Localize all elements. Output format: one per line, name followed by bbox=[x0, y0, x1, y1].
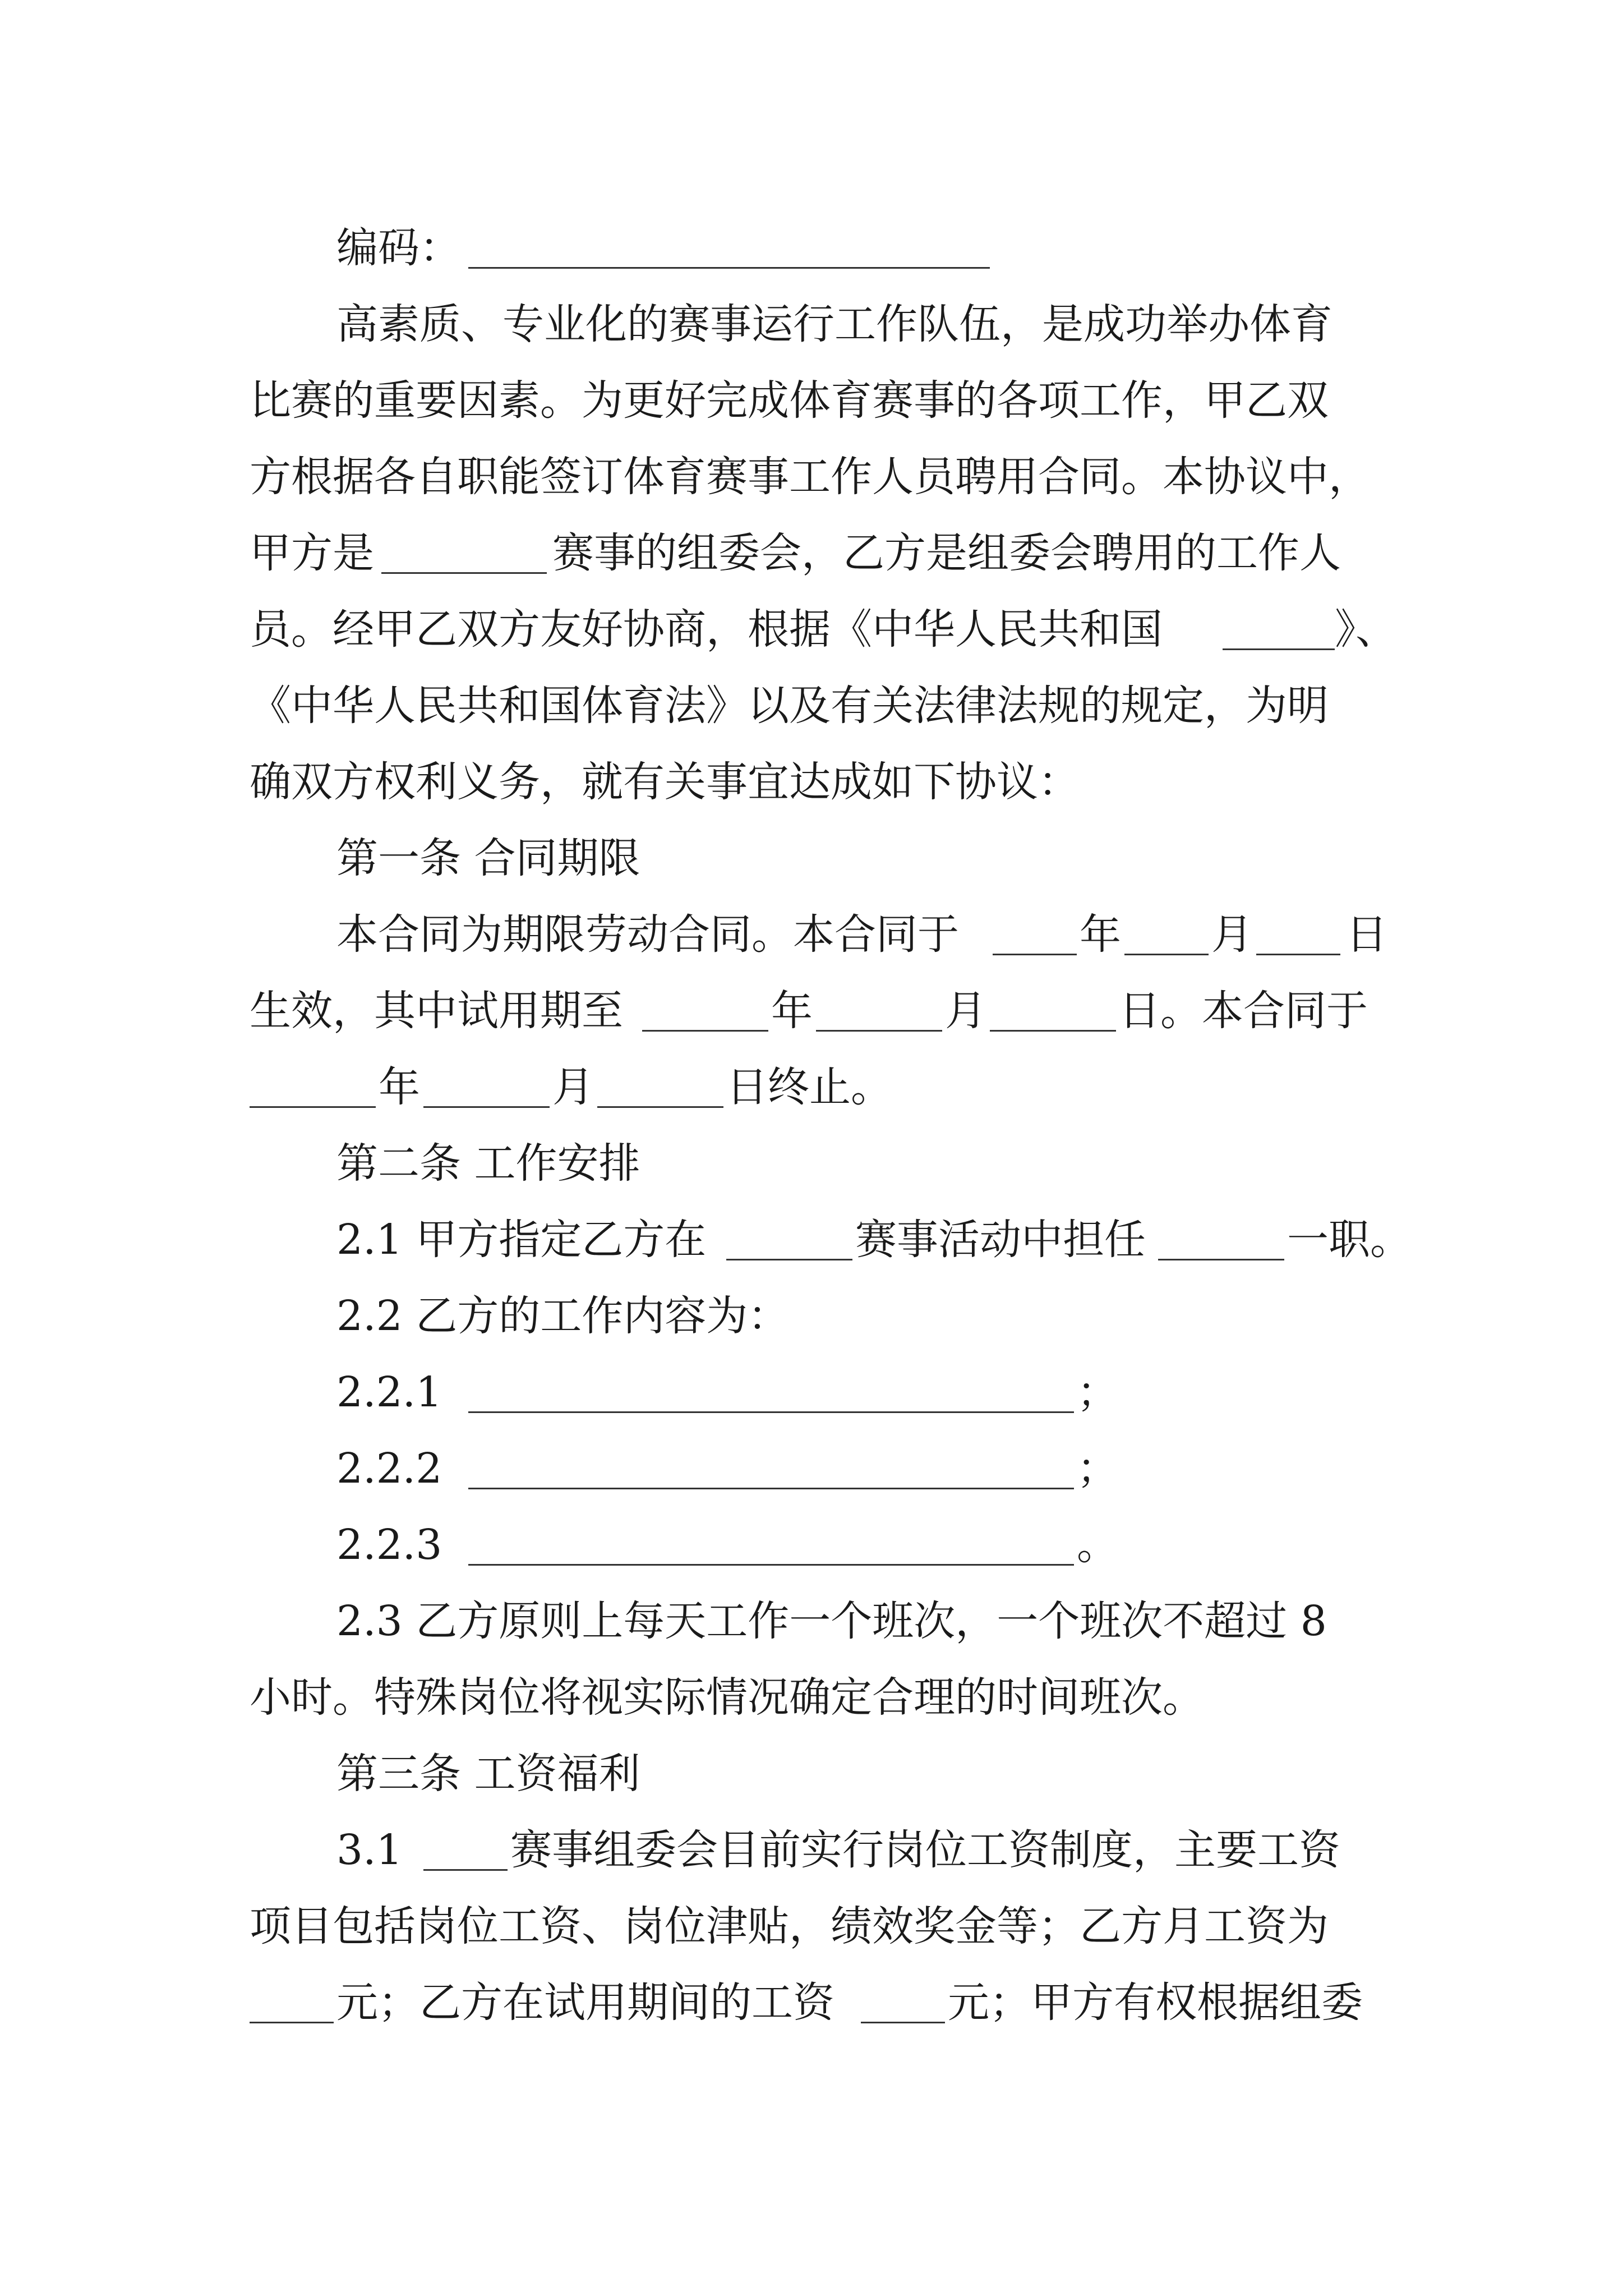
probation-month-blank bbox=[816, 988, 942, 1032]
start-day-blank bbox=[1256, 912, 1340, 955]
a223-period: 。 bbox=[1077, 1521, 1118, 1569]
a1-text-2b: 日。本合同于 bbox=[1119, 987, 1368, 1035]
intro-line-6 bbox=[0, 678, 1623, 734]
a221-semicolon: ； bbox=[1077, 1368, 1118, 1416]
intro-text-7: 确双方权利义务，就有关事宜达成如下协议： bbox=[250, 758, 1080, 806]
intro-line-7 bbox=[0, 754, 1623, 810]
intro-line-1 bbox=[0, 296, 1623, 352]
article-2-2-3 bbox=[0, 1517, 1623, 1573]
intro-text-6: 《中华人民共和国体育法》以及有关法律法规的规定，为明 bbox=[250, 682, 1329, 730]
article-2-3-line-1 bbox=[0, 1593, 1623, 1649]
end-day-blank bbox=[597, 1065, 723, 1108]
a1-text-2: 生效，其中试用期至 bbox=[250, 987, 623, 1035]
duty-3-blank bbox=[468, 1522, 1074, 1566]
article-2-2-2 bbox=[0, 1441, 1623, 1497]
probation-day-blank bbox=[990, 988, 1116, 1032]
intro-text-5b: 》、 bbox=[1335, 605, 1397, 654]
probation-year-blank bbox=[642, 988, 768, 1032]
article-1-title: 第一条 合同期限 bbox=[336, 834, 640, 882]
article-2-heading bbox=[0, 1135, 1623, 1191]
end-month-label: 月 bbox=[552, 1063, 594, 1111]
intro-text-1: 高素质、专业化的赛事运行工作队伍，是成功举办体育 bbox=[336, 300, 1332, 348]
end-year-label: 年 bbox=[379, 1063, 420, 1111]
monthly-salary-blank bbox=[250, 1980, 334, 2023]
start-year-blank bbox=[993, 912, 1077, 955]
article-2-title: 第二条 工作安排 bbox=[336, 1139, 640, 1188]
a223-number: 2.2.3 bbox=[336, 1521, 442, 1569]
intro-text-4a: 甲方是 bbox=[250, 529, 374, 577]
intro-line-4 bbox=[0, 525, 1623, 581]
committee-name-blank bbox=[423, 1828, 508, 1871]
code-blank bbox=[468, 226, 990, 269]
article-1-line-3 bbox=[0, 1059, 1623, 1115]
intro-text-5a: 员。经甲乙双方友好协商，根据《中华人民共和国 bbox=[250, 605, 1163, 654]
position-blank bbox=[1158, 1217, 1284, 1260]
a23-text-2: 小时。特殊岗位将视实际情况确定合理的时间班次。 bbox=[250, 1673, 1204, 1722]
a21-text-b: 赛事活动中担任 bbox=[855, 1216, 1146, 1264]
a222-number: 2.2.2 bbox=[336, 1444, 442, 1493]
start-day-label: 日 bbox=[1346, 910, 1387, 959]
intro-line-5 bbox=[0, 601, 1623, 657]
event-activity-blank bbox=[726, 1217, 852, 1260]
a1-text-1: 本合同为期限劳动合同。本合同于 bbox=[336, 910, 959, 959]
article-2-2-1 bbox=[0, 1364, 1623, 1420]
article-1-line-2 bbox=[0, 983, 1623, 1039]
a22-text: 2.2 乙方的工作内容为： bbox=[336, 1292, 790, 1340]
duty-1-blank bbox=[468, 1370, 1074, 1413]
intro-text-4b: 赛事的组委会，乙方是组委会聘用的工作人 bbox=[552, 529, 1341, 577]
code-line bbox=[0, 220, 1623, 276]
article-2-2 bbox=[0, 1288, 1623, 1344]
duty-2-blank bbox=[468, 1446, 1074, 1489]
event-name-blank bbox=[381, 531, 547, 574]
article-2-1 bbox=[0, 1212, 1623, 1268]
start-year-label: 年 bbox=[1080, 910, 1121, 959]
intro-text-2: 比赛的重要因素。为更好完成体育赛事的各项工作，甲乙双 bbox=[250, 376, 1329, 425]
article-3-1-line-3 bbox=[0, 1975, 1623, 2031]
start-month-label: 月 bbox=[1211, 910, 1253, 959]
a31-text-3a: 元；乙方在试用期间的工资 bbox=[336, 1978, 834, 2027]
a21-text-c: 一职。 bbox=[1287, 1216, 1412, 1264]
intro-line-2 bbox=[0, 372, 1623, 429]
a31-number: 3.1 bbox=[336, 1826, 403, 1874]
probation-year-label: 年 bbox=[771, 987, 813, 1035]
article-1-line-1 bbox=[0, 907, 1623, 963]
a23-text-1: 2.3 乙方原则上每天工作一个班次，一个班次不超过 8 bbox=[336, 1597, 1327, 1645]
a21-text-a: 2.1 甲方指定乙方在 bbox=[336, 1216, 707, 1264]
a31-text-3b: 元；甲方有权根据组委 bbox=[948, 1978, 1363, 2027]
intro-text-3: 方根据各自职能签订体育赛事工作人员聘用合同。本协议中， bbox=[250, 453, 1370, 501]
a1-text-3: 日终止。 bbox=[726, 1063, 892, 1111]
article-3-heading bbox=[0, 1746, 1623, 1802]
article-3-title: 第三条 工资福利 bbox=[336, 1750, 640, 1798]
probation-salary-blank bbox=[861, 1980, 945, 2023]
end-month-blank bbox=[423, 1065, 550, 1108]
intro-line-3 bbox=[0, 449, 1623, 505]
a222-semicolon: ； bbox=[1077, 1444, 1118, 1493]
article-3-1-line-2 bbox=[0, 1898, 1623, 1954]
article-2-3-line-2 bbox=[0, 1669, 1623, 1726]
law-name-blank bbox=[1223, 607, 1335, 650]
a31-text-1: 赛事组委会目前实行岗位工资制度，主要工资 bbox=[510, 1826, 1340, 1874]
a221-number: 2.2.1 bbox=[336, 1368, 442, 1416]
a31-text-2: 项目包括岗位工资、岗位津贴，绩效奖金等；乙方月工资为 bbox=[250, 1902, 1329, 1950]
start-month-blank bbox=[1124, 912, 1209, 955]
end-year-blank bbox=[250, 1065, 376, 1108]
probation-month-label: 月 bbox=[945, 987, 986, 1035]
article-1-heading bbox=[0, 830, 1623, 886]
article-3-1-line-1 bbox=[0, 1822, 1623, 1878]
code-label: 编码： bbox=[336, 224, 461, 272]
